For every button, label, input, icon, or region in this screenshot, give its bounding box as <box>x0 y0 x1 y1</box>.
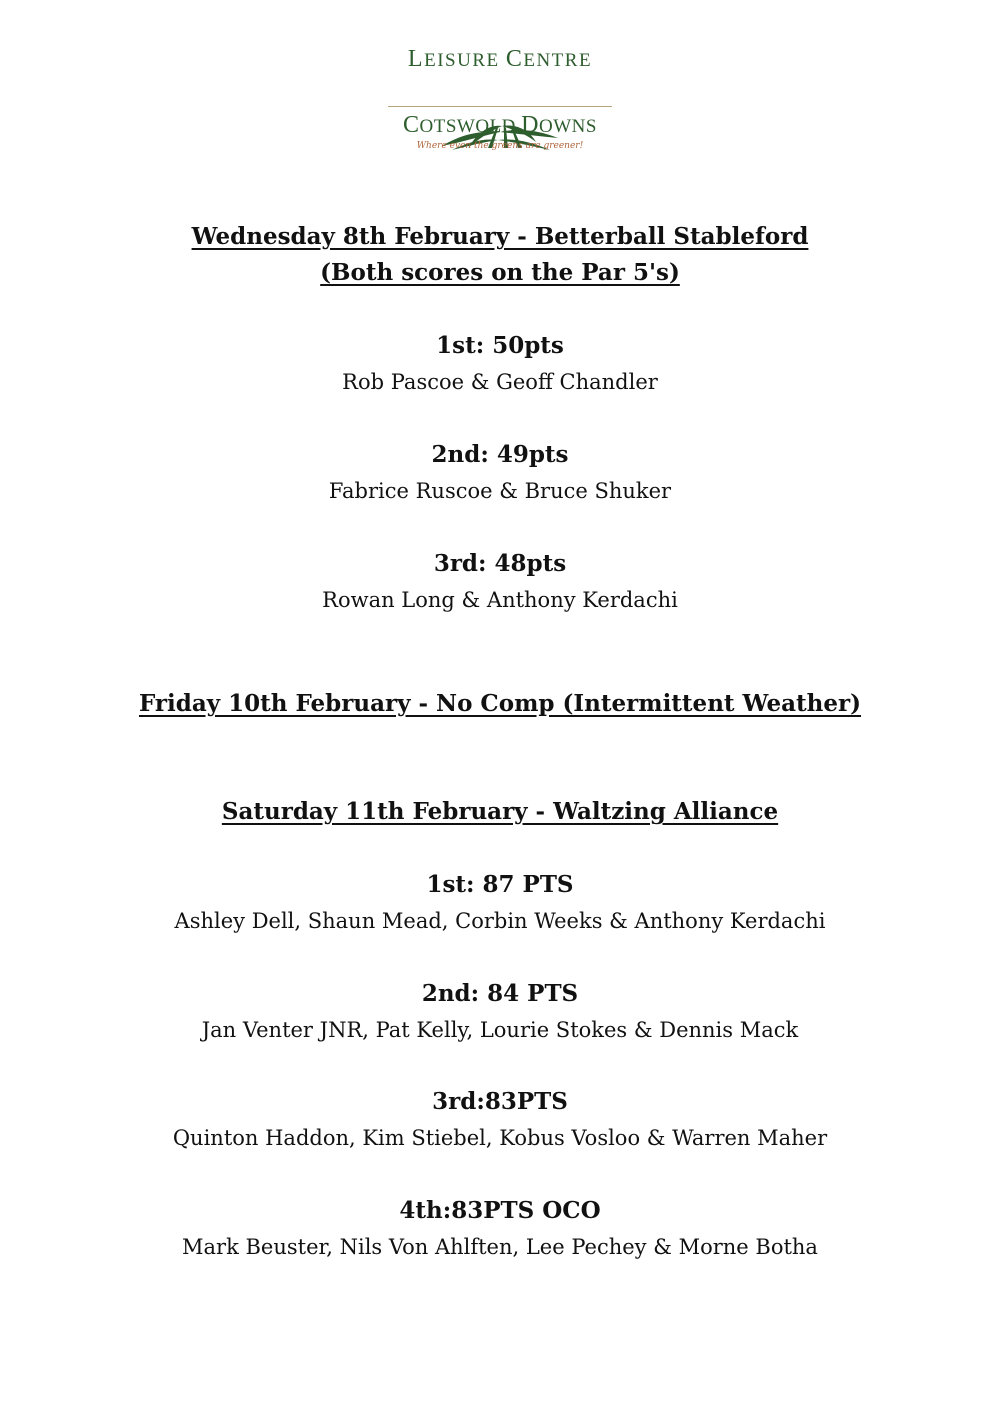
wednesday-subtitle: (Both scores on the Par 5's) <box>320 259 680 286</box>
saturday-title: Saturday 11th February - Waltzing Alliance <box>221 798 779 825</box>
wednesday-names-2: Fabrice Ruscoe & Bruce Shuker <box>328 479 672 503</box>
saturday-place-4: 4th:83PTS OCO <box>399 1197 601 1224</box>
saturday-names-3: Quinton Haddon, Kim Stiebel, Kobus Vosloo & Warren Maher <box>172 1126 828 1150</box>
wednesday-names-3: Rowan Long & Anthony Kerdachi <box>322 588 678 612</box>
leisure-centre-logo <box>380 44 620 156</box>
saturday-names-1: Ashley Dell, Shaun Mead, Corbin Weeks & Anthony Kerdachi <box>174 909 826 933</box>
logo-divider <box>388 106 612 107</box>
logo-tagline: Where even the greens are greener! <box>416 141 584 151</box>
wednesday-names-1: Rob Pascoe & Geoff Chandler <box>342 370 658 394</box>
saturday-place-3: 3rd:83PTS <box>432 1088 568 1115</box>
wednesday-place-2: 2nd: 49pts <box>431 441 569 468</box>
logo-line-leisure-centre: LEISURE CENTRE <box>407 46 593 72</box>
friday-title: Friday 10th February - No Comp (Intermittent Weather) <box>138 690 862 717</box>
wednesday-place-3: 3rd: 48pts <box>433 550 567 577</box>
saturday-names-4: Mark Beuster, Nils Von Ahlften, Lee Pechey & Morne Botha <box>182 1235 818 1259</box>
saturday-place-2: 2nd: 84 PTS <box>421 980 579 1007</box>
wednesday-place-1: 1st: 50pts <box>436 332 564 359</box>
logo-line-cotswold-downs: COTSWOLD DOWNS <box>403 112 597 138</box>
saturday-place-1: 1st: 87 PTS <box>426 871 574 898</box>
wednesday-title: Wednesday 8th February - Betterball Stableford <box>191 223 809 250</box>
saturday-names-2: Jan Venter JNR, Pat Kelly, Lourie Stokes & Dennis Mack <box>201 1018 799 1042</box>
